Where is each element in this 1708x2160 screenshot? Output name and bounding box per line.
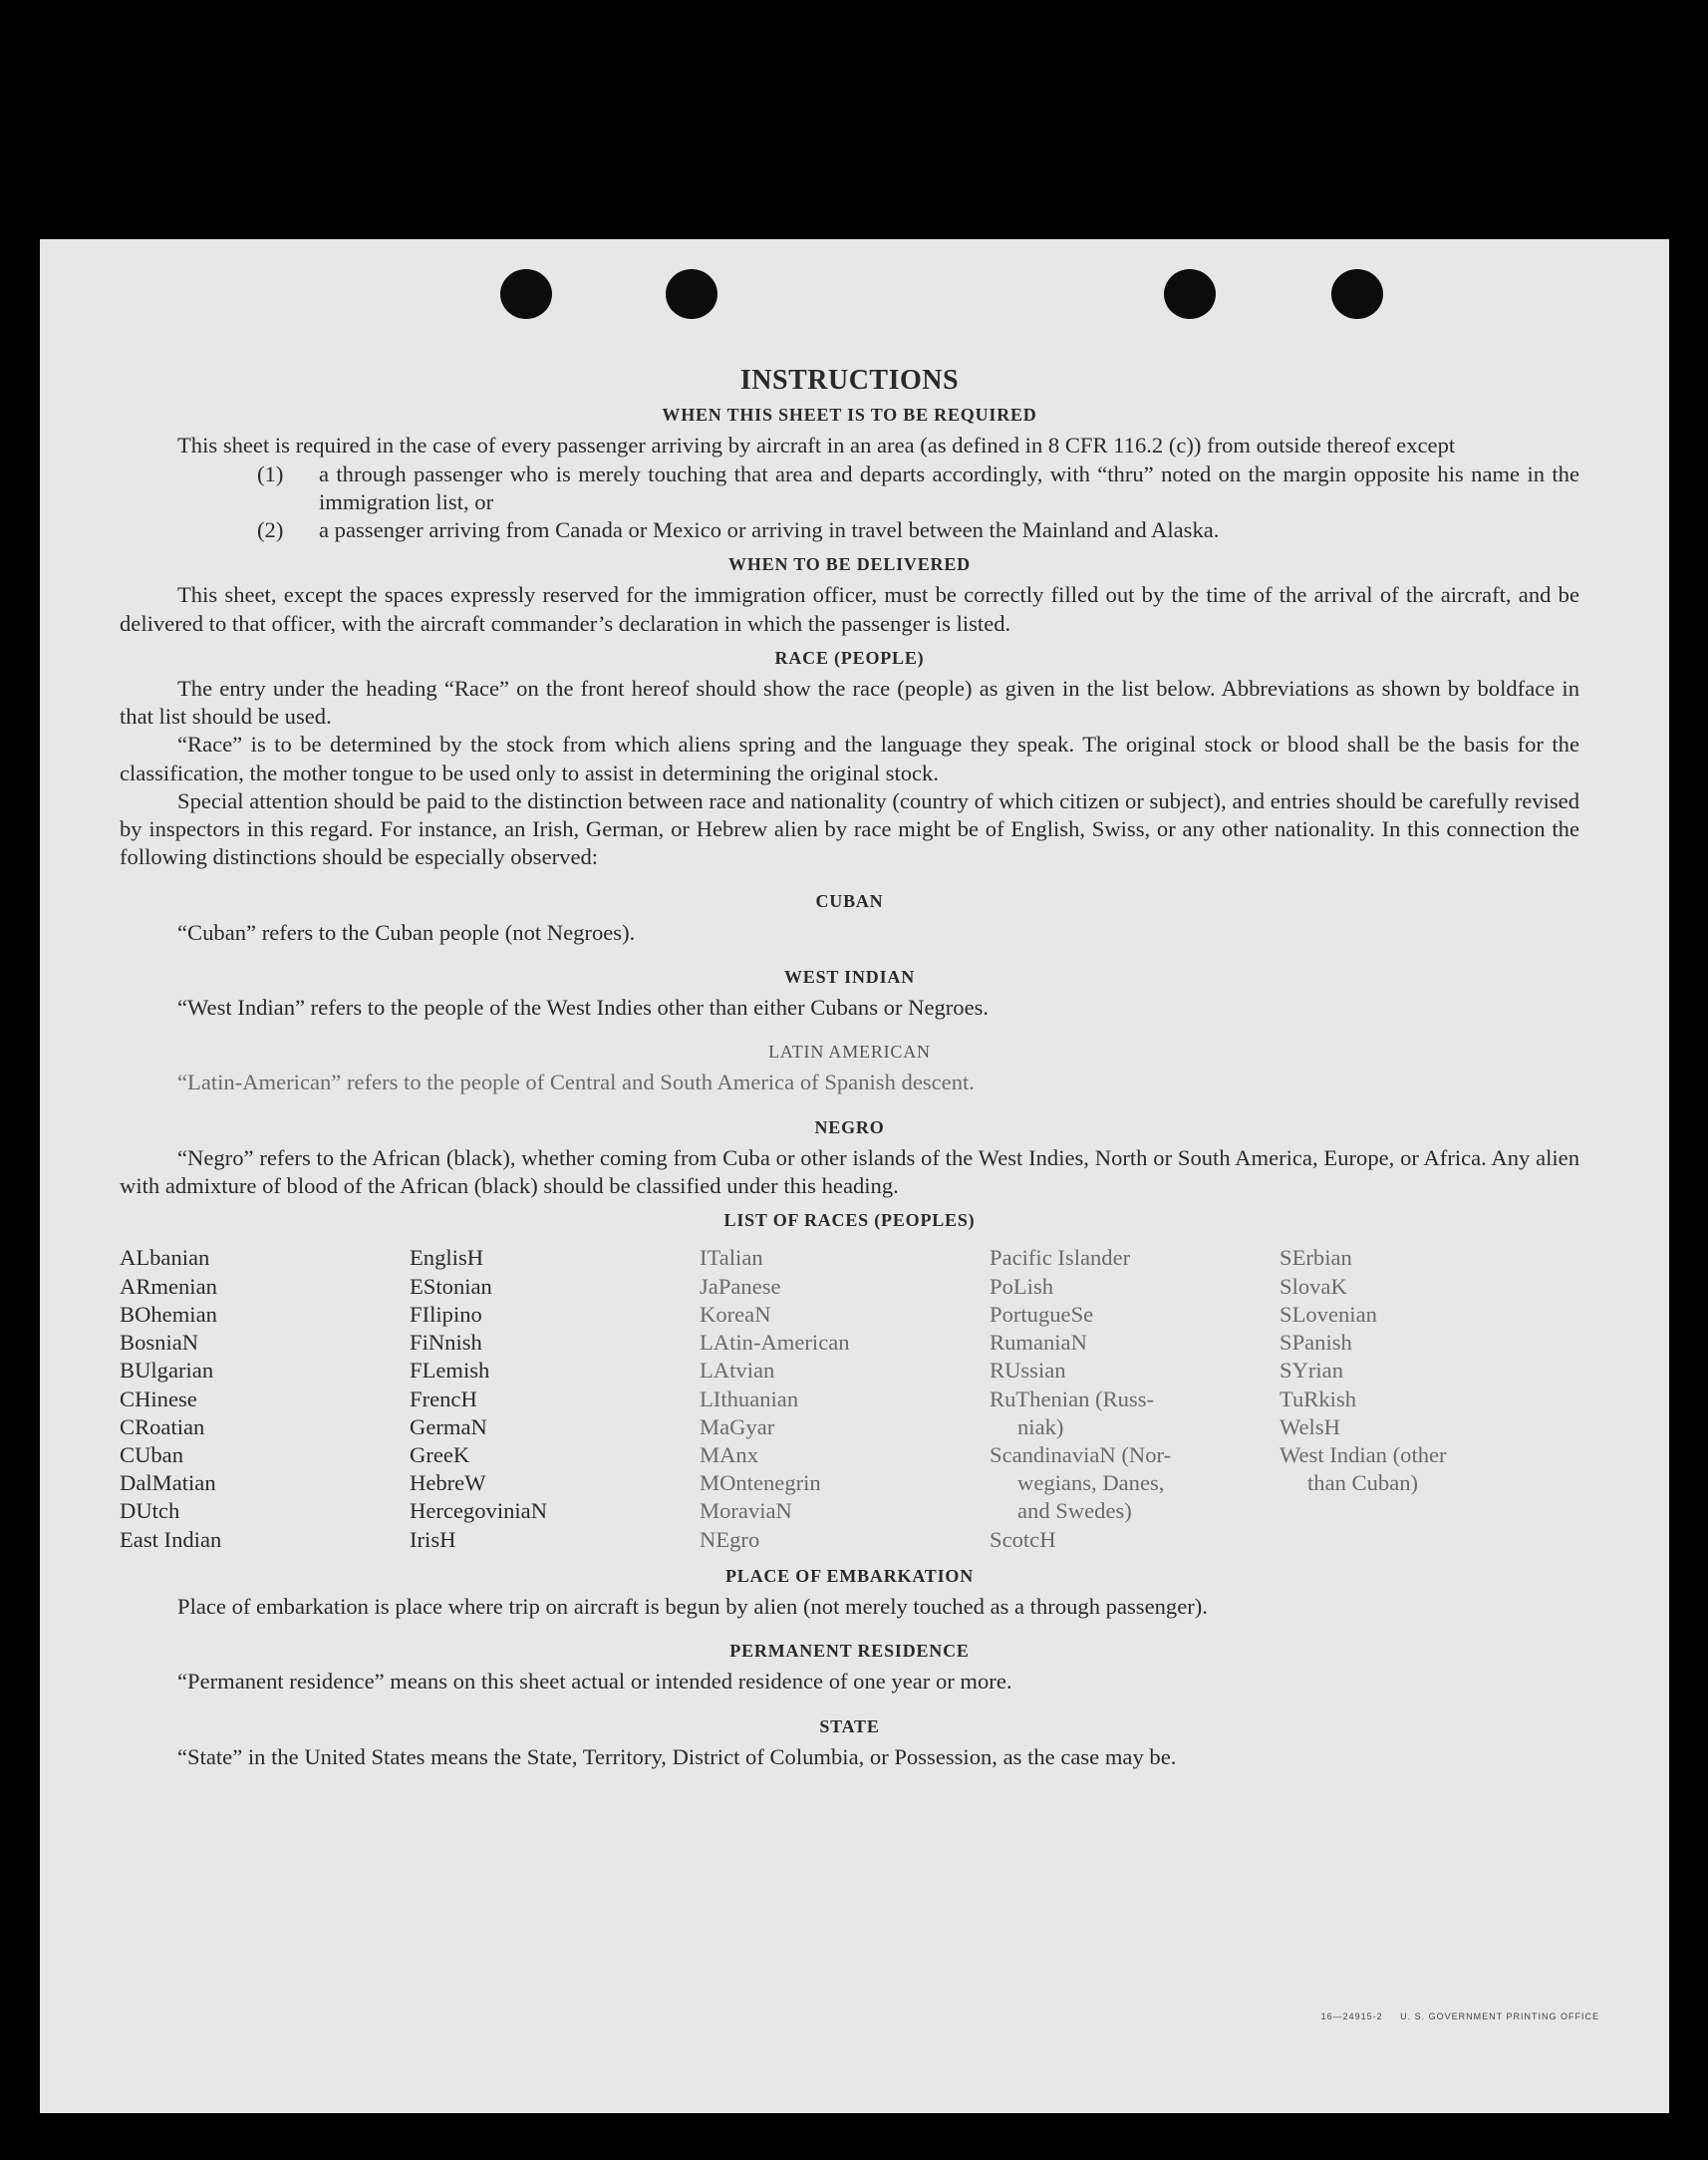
race-entry: GermaN bbox=[410, 1413, 487, 1439]
race-entry: FiNnish bbox=[410, 1330, 482, 1356]
section-heading-west-indian: WEST INDIAN bbox=[783, 966, 915, 987]
section-heading-required: WHEN THIS SHEET IS TO BE REQUIRED bbox=[662, 405, 1037, 426]
race-entry: CRoatian bbox=[120, 1413, 205, 1439]
section-heading-latin-american: LATIN AMERICAN bbox=[768, 1042, 931, 1063]
embarkation-text: Place of embarkation is place where trip on aircraft is begun by alien (not merely touched as a through passenger). bbox=[177, 1593, 1208, 1619]
required-item-2 bbox=[120, 516, 1579, 544]
race-entry: RumaniaN bbox=[990, 1330, 1087, 1356]
negro-text: “Negro” refers to the African (black), whether coming from Cuba or other islands of the West Indies, North or South America, Europe, or Africa. Any alien with admixture of blood of the African (black) should be classified under this heading. bbox=[120, 1144, 1579, 1199]
page-title: INSTRUCTIONS bbox=[739, 365, 960, 396]
required-intro: This sheet is required in the case of every passenger arriving by aircraft in an area (as defined in 8 CFR 116.2 (c)) from outside thereof except bbox=[177, 433, 1456, 459]
races-column bbox=[700, 1244, 990, 1553]
race-entry: FrencH bbox=[410, 1386, 477, 1411]
race-entry: SYrian bbox=[1280, 1358, 1344, 1384]
race-entry: MaGyar bbox=[700, 1413, 775, 1439]
race-entry: ScotcH bbox=[990, 1526, 1056, 1552]
race-entry: IrisH bbox=[410, 1526, 456, 1552]
punch-hole bbox=[666, 269, 717, 319]
race-entry: East Indian bbox=[120, 1526, 222, 1552]
race-entry: RuThenian (Russ- bbox=[990, 1386, 1155, 1411]
race-entry: TuRkish bbox=[1280, 1386, 1357, 1411]
race-entry: RUssian bbox=[990, 1358, 1066, 1384]
race-entry: LAtin-American bbox=[700, 1330, 850, 1356]
race-entry: FLemish bbox=[410, 1358, 490, 1384]
race-entry: FIlipino bbox=[410, 1301, 482, 1327]
section-heading-list-of-races: LIST OF RACES (PEOPLES) bbox=[723, 1210, 976, 1231]
race-entry: DalMatian bbox=[120, 1470, 216, 1496]
race-entry: JaPanese bbox=[700, 1273, 781, 1299]
race-entry: HebreW bbox=[410, 1470, 486, 1496]
punch-hole bbox=[1164, 269, 1216, 319]
race-entry: and Swedes) bbox=[1017, 1498, 1132, 1524]
item-number: (2) bbox=[257, 517, 284, 543]
document-page bbox=[40, 239, 1669, 2113]
printer-name: U. S. GOVERNMENT PRINTING OFFICE bbox=[1400, 2011, 1599, 2021]
race-entry: MOntenegrin bbox=[700, 1470, 821, 1496]
race-entry: MAnx bbox=[700, 1441, 758, 1467]
race-entry: BosniaN bbox=[120, 1330, 199, 1356]
race-entry: SLovenian bbox=[1280, 1301, 1377, 1327]
section-heading-cuban: CUBAN bbox=[815, 891, 884, 912]
race-entry: wegians, Danes, bbox=[1017, 1470, 1165, 1496]
race-entry: GreeK bbox=[410, 1441, 470, 1467]
race-entry: ITalian bbox=[700, 1245, 763, 1271]
race-entry: BOhemian bbox=[120, 1301, 217, 1327]
state-text: “State” in the United States means the State, Territory, District of Columbia, or Possession, as the case may be. bbox=[177, 1743, 1177, 1769]
race-entry: EStonian bbox=[410, 1273, 492, 1299]
race-entry: West Indian (other bbox=[1280, 1441, 1447, 1467]
race-entry: PoLish bbox=[990, 1273, 1054, 1299]
instructions-content bbox=[120, 367, 1579, 1771]
race-entry: CUban bbox=[120, 1441, 184, 1467]
punch-hole bbox=[1331, 269, 1383, 319]
required-item-1 bbox=[120, 461, 1579, 516]
race-entry: MoraviaN bbox=[700, 1498, 792, 1524]
race-entry: BUlgarian bbox=[120, 1358, 214, 1384]
race-paragraph: The entry under the heading “Race” on the front hereof should show the race (people) as given in the list below. Abbreviations as shown by boldface in that list should be used. bbox=[120, 676, 1579, 730]
form-number: 16—24915-2 bbox=[1320, 2011, 1383, 2021]
latin-american-text: “Latin-American” refers to the people of Central and South America of Spanish descent. bbox=[177, 1070, 975, 1095]
race-entry: LIthuanian bbox=[700, 1386, 799, 1411]
printer-footer bbox=[1321, 2011, 1599, 2021]
race-entry: niak) bbox=[1017, 1413, 1064, 1439]
item-number: (1) bbox=[257, 461, 284, 486]
race-entry: LAtvian bbox=[700, 1358, 775, 1384]
race-entry: NEgro bbox=[700, 1526, 760, 1552]
race-entry: ScandinaviaN (Nor- bbox=[990, 1441, 1172, 1467]
races-column bbox=[1280, 1244, 1569, 1553]
cuban-text: “Cuban” refers to the Cuban people (not Negroes). bbox=[177, 919, 636, 945]
races-column bbox=[410, 1244, 700, 1553]
races-list bbox=[120, 1244, 1579, 1553]
race-entry: KoreaN bbox=[700, 1301, 771, 1327]
item-text: a passenger arriving from Canada or Mexico or arriving in travel between the Mainland and Alaska. bbox=[319, 517, 1220, 543]
section-heading-residence: PERMANENT RESIDENCE bbox=[729, 1641, 970, 1662]
race-entry: ALbanian bbox=[120, 1245, 210, 1271]
section-heading-state: STATE bbox=[819, 1715, 880, 1736]
section-heading-embarkation: PLACE OF EMBARKATION bbox=[724, 1565, 974, 1586]
race-entry: Pacific Islander bbox=[990, 1245, 1131, 1271]
punch-hole bbox=[500, 269, 552, 319]
race-entry: EnglisH bbox=[410, 1245, 484, 1271]
race-entry: SPanish bbox=[1280, 1330, 1352, 1356]
race-paragraph: Special attention should be paid to the distinction between race and nationality (country of which citizen or subject), and entries should be carefully revised by inspectors in this regard. For instance, an Irish, German, or Hebrew alien by race might be of English, Swiss, or any other nationality. In this connection the following distinctions should be especially observed: bbox=[120, 787, 1579, 870]
section-heading-race: RACE (PEOPLE) bbox=[774, 647, 925, 668]
item-text: a through passenger who is merely touching that area and departs accordingly, with “thru” noted on the margin opposite his name in the immigration list, or bbox=[319, 461, 1579, 514]
race-entry: CHinese bbox=[120, 1386, 197, 1411]
race-entry: DUtch bbox=[120, 1498, 180, 1524]
section-heading-delivered: WHEN TO BE DELIVERED bbox=[728, 554, 971, 575]
west-indian-text: “West Indian” refers to the people of the West Indies other than either Cubans or Negroes. bbox=[177, 995, 990, 1021]
race-entry: than Cuban) bbox=[1307, 1470, 1419, 1496]
races-column bbox=[990, 1244, 1280, 1553]
section-heading-negro: NEGRO bbox=[814, 1116, 885, 1137]
race-entry: HercegoviniaN bbox=[410, 1498, 548, 1524]
race-entry: SErbian bbox=[1280, 1245, 1352, 1271]
races-column bbox=[120, 1244, 410, 1553]
residence-text: “Permanent residence” means on this sheet actual or intended residence of one year or more. bbox=[177, 1669, 1012, 1695]
delivered-text: This sheet, except the spaces expressly reserved for the immigration officer, must be correctly filled out by the time of the arrival of the aircraft, and be delivered to that officer, with the aircraft commander’s declaration in which the passenger is listed. bbox=[120, 582, 1579, 636]
race-entry: ARmenian bbox=[120, 1273, 217, 1299]
race-entry: WelsH bbox=[1280, 1413, 1340, 1439]
race-entry: PortugueSe bbox=[990, 1301, 1094, 1327]
race-paragraph: “Race” is to be determined by the stock from which aliens spring and the language they speak. The original stock or blood shall be the basis for the classification, the mother tongue to be used only to assist in determining the original stock. bbox=[120, 732, 1579, 785]
race-entry: SlovaK bbox=[1280, 1273, 1347, 1299]
